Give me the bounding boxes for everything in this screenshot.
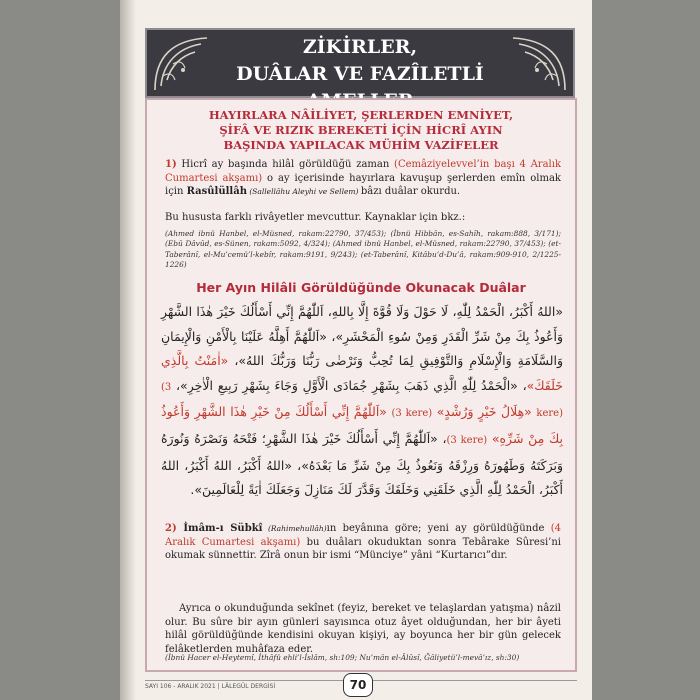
paragraph-1 xyxy=(165,158,561,199)
name-bold: Rasûlüllâh xyxy=(186,186,247,197)
item-number: 1) xyxy=(165,159,177,170)
page-spine-shadow xyxy=(120,0,136,700)
ornament-left-icon xyxy=(153,36,211,92)
footer-text: SAYI 106 - ARALIK 2021 | LÂLEGÜL DERGİSİ xyxy=(145,683,276,690)
repeat-count: (3 kere) xyxy=(446,434,488,446)
honorific-note: (Rahimehullâh) xyxy=(262,524,327,533)
article-subtitle xyxy=(147,108,575,153)
date-note: (4 Aralık Cumartesi akşamı) xyxy=(165,523,561,548)
ornament-right-icon xyxy=(509,36,567,92)
arabic-text: «اللهُ أَكْبَرُ، الْحَمْدُ لِلّٰهِ، لَا حَوْلَ وَلَا قُوَّةَ إِلَّا بِاللهِ، اَللّٰهُمَّ إِنِّي أَسْأَلُكَ خَيْرَ هٰذَا الشَّهْرِ وَأَعُوذُ بِكَ مِنْ شَرِّ الْقَدَرِ وَمِنْ سُوءِ الْمَحْشَرِ»، «اَللّٰهُمَّ أَهِلَّهُ عَلَيْنَا بِالْأَمْنِ وَالْإِيمَانِ وَالسَّلَامَةِ وَالْإِسْلَامِ وَالتَّوْفِيقِ لِمَا تُحِبُّ وَتَرْضٰى رَبُّنَا وَرَبُّكَ اللهُ»، xyxy=(161,304,563,369)
title-line-1: ZİKİRLER, xyxy=(302,36,418,58)
references-2: (İbnü Hacer el-Heytemî, İthâfü ehli’l-İslâm, sh:109; Nu’mân el-Âlûsî, Ğâliyetü’l-mevâ’ız, sh:30) xyxy=(165,653,520,662)
section-title: Her Ayın Hilâli Görüldüğünde Okunacak Duâlar xyxy=(196,280,526,295)
subtitle-line-2: ŞİFÂ VE RIZIK BEREKETİ İÇİN HİCRÎ AYIN xyxy=(219,123,503,137)
paragraph-text: o ay içerisinde hayırlara kavuşup şerlerden emîn olmak için xyxy=(165,172,561,197)
arabic-text: ، «الْحَمْدُ لِلّٰهِ الَّذِي ذَهَبَ بِشَهْرِ جُمَادَى الْأَوَّلِ وَجَاءَ بِشَهْرِ رَبِيعِ الْاٰخِرِ»، xyxy=(171,377,527,393)
repeat-count: (3 kere) xyxy=(161,381,563,420)
arabic-red-text: «هِلَالُ خَيْرٍ وَرُشْدٍ» xyxy=(436,404,532,420)
article-panel xyxy=(145,98,577,672)
paragraph-2: Bu hususta farklı rivâyetler mevcuttur. Kaynaklar için bkz.: xyxy=(165,212,466,223)
arabic-text: ، «اَللّٰهُمَّ إِنِّي أَسْأَلُكَ خَيْرَ هٰذَا الشَّهْرِ؛ فَتْحَهُ وَنَصْرَهُ وَنُورَهُ وَبَرَكَتَهُ وَطَهُورَهُ وَرِزْقَهُ وَنَعُوذُ بِكَ مِنْ شَرِّ مَا بَعْدَهُ»، «اللهُ أَكْبَرُ، اللهُ أَكْبَرُ، اللهُ أَكْبَرُ، الْحَمْدُ لِلّٰهِ الَّذِي خَلَقَنِي وَخَلَقَكَ وَقَدَّرَ لَكَ مَنَازِلَ وَجَعَلَكَ اٰيَةً لِلْعَالَمِينَ». xyxy=(161,430,563,498)
references-1: (Ahmed ibnü Hanbel, el-Müsned, rakam:22790, 37/453); (İbnü Hibbân, es-Sahîh, rakam:888, 3/171); (Ebû Dâvûd, es-Sünen, rakam:5092, 4/324); (Ahmed ibnü Hanbel, el-Müsned, rakam:22790, 37/453); (et-Taberânî, el-Mu’cemü’l-kebîr, rakam:9191, 9/243); (et-Taberânî, Kitâbu’d-Du’â, rakam:909-910, 2/1225-1226) xyxy=(165,229,561,270)
arabic-prayers xyxy=(161,300,563,503)
paragraph-3 xyxy=(165,522,561,563)
paragraph-text: ın beyânına göre; yeni ay görüldüğünde xyxy=(326,523,551,534)
paragraph-4: Ayrıca o okunduğunda sekînet (feyiz, bereket ve telaşlardan yatışma) nâzil olur. Bu sûre bir ayın günleri sayısınca otuz âyet olduğundan, her bir âyeti hilâl görüldüğünde kendisini okuyan kişiyi, ay boyunca her bir gün gelecek felâketlerden muhâfaza eder. xyxy=(165,603,561,655)
name-bold: İmâm-ı Sübkî xyxy=(176,523,263,534)
paragraph-text: bu duâları okuduktan sonra Tebârake Sûresi’ni okumak sünnettir. Zîrâ onun bir ismi “Münciye” yâni “Kurtarıcı”dır. xyxy=(165,536,561,561)
arabic-red-text: «اٰمَنْتُ بِالَّذِي خَلَقَكَ» xyxy=(161,353,563,393)
subtitle-line-3: BAŞINDA YAPILACAK MÜHİM VAZİFELER xyxy=(223,138,499,152)
date-note: (Cemâziyelevvel’in başı 4 Aralık Cumartesi akşamı) xyxy=(165,159,562,184)
paragraph-text: Hicrî ay başında hilâl görüldüğü zaman xyxy=(176,159,395,170)
repeat-count: (3 kere) xyxy=(391,408,433,420)
page-number: 70 xyxy=(343,673,373,697)
item-number: 2) xyxy=(165,523,177,534)
honorific-note: (Sallellâhu Aleyhi ve Sellem) xyxy=(246,187,361,196)
arabic-red-text: «اَللّٰهُمَّ إِنِّي أَسْأَلُكَ مِنْ خَيْرِ هٰذَا الشَّهْرِ وَأَعُوذُ بِكَ مِنْ شَرِّهِ» xyxy=(161,404,563,446)
subtitle-line-1: HAYIRLARA NÂİLİYET, ŞERLERDEN EMNİYET, xyxy=(208,108,514,122)
title-banner xyxy=(145,28,575,98)
paragraph-text: bâzı duâlar okurdu. xyxy=(360,186,461,197)
title-line-2: DUÂLAR VE FAZÎLETLİ xyxy=(236,63,484,85)
